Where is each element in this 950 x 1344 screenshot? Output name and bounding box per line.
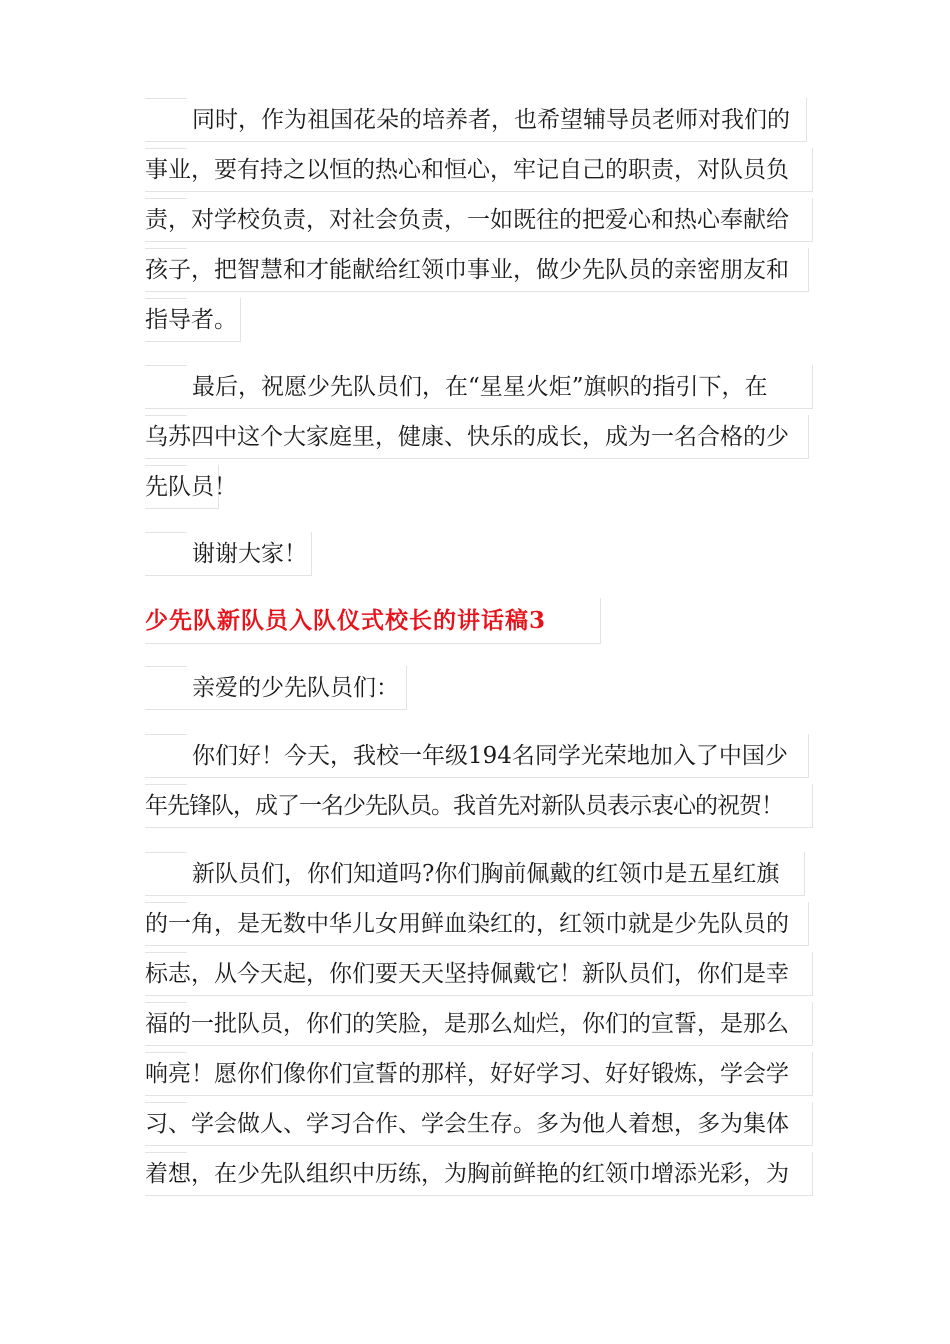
paragraph-line: 指导者。 [145,298,241,342]
paragraph-line: 谢谢大家！ [145,532,312,576]
paragraph-line: 着想，在少先队组织中历练，为胸前鲜艳的红领巾增添光彩，为 [145,1152,813,1196]
paragraph-line: 你们好！今天，我校一年级194名同学光荣地加入了中国少 [145,734,809,778]
paragraph-line: 最后，祝愿少先队员们，在“星星火炬”旗帜的指引下，在 [145,365,813,409]
paragraph-line: 福的一批队员，你们的笑脸，是那么灿烂，你们的宣誓，是那么 [145,1002,813,1046]
paragraph-line: 先队员！ [145,465,219,509]
paragraph-line: 新队员们，你们知道吗?你们胸前佩戴的红领巾是五星红旗 [145,852,805,896]
paragraph-line: 同时，作为祖国花朵的培养者，也希望辅导员老师对我们的 [145,98,807,142]
paragraph-line: 责，对学校负责，对社会负责，一如既往的把爱心和热心奉献给 [145,198,813,242]
paragraph-line: 亲爱的少先队员们： [145,666,407,710]
paragraph-line: 乌苏四中这个大家庭里，健康、快乐的成长，成为一名合格的少 [145,415,809,459]
paragraph-line: 年先锋队，成了一名少先队员。我首先对新队员表示衷心的祝贺！ [145,784,813,828]
paragraph-line: 习、学会做人、学习合作、学会生存。多为他人着想，多为集体 [145,1102,813,1146]
paragraph-line: 响亮！愿你们像你们宣誓的那样，好好学习、好好锻炼，学会学 [145,1052,813,1096]
paragraph-line: 的一角，是无数中华儿女用鲜血染红的，红领巾就是少先队员的 [145,902,809,946]
section-heading: 少先队新队员入队仪式校长的讲话稿3 [145,598,601,644]
paragraph-line: 事业，要有持之以恒的热心和恒心，牢记自己的职责，对队员负 [145,148,813,192]
paragraph-line: 孩子，把智慧和才能献给红领巾事业，做少先队员的亲密朋友和 [145,248,809,292]
paragraph-line: 标志，从今天起，你们要天天坚持佩戴它！新队员们，你们是幸 [145,952,813,996]
